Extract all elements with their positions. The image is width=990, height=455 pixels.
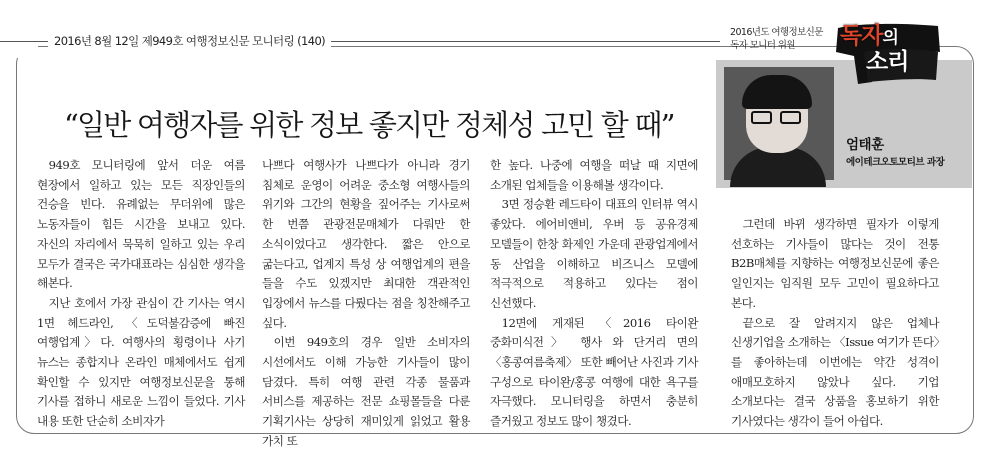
author-name: 엄태훈: [846, 137, 884, 153]
column-1: [37, 156, 245, 429]
paragraph: 3면 정승환 레드타이 대표의 인터뷰 역시 좋았다. 에어비앤비, 우버 등 공유경제 모델들이 한창 화제인 가운데 관광업계에서 동 산업을 이해하고 비즈니스 모델에 적극적으로 적용하고 있다는 점이 신선했다.: [490, 197, 698, 310]
author-photo: [724, 67, 834, 180]
reader-profile-box: [716, 22, 972, 188]
paragraph: 12면에 게재된 〈2016 타이완 중화미식전〉 행사 와 단거리 면의 〈홍콩여름축제〉 또한 빼어난 사진과 기사 구성으로 타이완/홍콩 여행에 대한 욕구를 자극했다. 모니터링을 하면서 충분히 즐거웠고 정보도 많이 챙겼다.: [490, 315, 698, 429]
paragraph: 그런데 바뀌 생각하면 필자가 이렇게 선호하는 기사들이 많다는 것이 전통 B2B매체를 지향하는 여행정보신문에 좋은 일인지는 임직원 모두 고민이 필요하다고 본다.: [731, 217, 939, 310]
monitor-label: 2016년도 여행정보신문 독자 모니터 위원: [730, 27, 823, 51]
column-2: [262, 156, 470, 448]
column-3: [490, 156, 698, 429]
paragraph: 한 높다. 나중에 여행을 떠날 때 지면에 소개된 업체들을 이용해볼 생각이다.: [490, 158, 698, 192]
paragraph: 끝으로 잘 알려지지 않은 업체나 신생기업을 소개하는 〈Issue 여기가 뜬다〉를 좋아하는데 이번에는 약간 성격이 애매모호하지 않았나 싶다. 기업 소개보다는 결국 상품을 홍보하기 위한 기사였다는 생각이 들어 아쉽다.: [731, 315, 939, 429]
author-title: 에이테크오토모티브 과장: [846, 157, 945, 168]
paragraph: 지난 호에서 가장 관심이 간 기사는 역시 1면 헤드라인, 〈도덕불감증에 빠진 여행업계〉다. 여행사의 횡령이나 사기 뉴스는 종합지나 온라인 매체에서도 쉽게 확인할 수 있지만 여행정보신문을 통해 기사를 접하니 새로운 느낌이 들었다. 기사 내용 또한 단순히 소비자가: [37, 295, 245, 429]
readers-voice-logo: 독자의 소리: [834, 22, 942, 84]
issue-label: 2016년 8월 12일 제949호 여행정보신문 모니터링 (140): [48, 33, 331, 49]
headline: “일반 여행자를 위한 정보 좋지만 정체성 고민 할 때”: [64, 108, 674, 143]
paragraph: 이번 949호의 경우 일반 소비자의 시선에서도 이해 가능한 기사들이 많이 담겼다. 특히 여행 관련 각종 물품과 서비스를 제공하는 전문 쇼핑몰들을 다룬 기획기사는 상당히 재미있게 읽었고 활용 가치 또: [262, 335, 470, 448]
paragraph: 나쁘다 여행사가 나쁘다가 아니라 경기 침체로 운영이 어려운 중소형 여행사들의 위기와 그간의 현황을 짚어주는 기사로써 한 번쯤 관광전문매체가 다뤄만 한 소식이었다고 생각한다. 짧은 안으로 굶는다고, 업계지 특성 상 여행업계의 편을 들을 수도 있겠지만 최대한 객관적인 입장에서 뉴스를 다뤘다는 점을 칭찬해주고 싶다.: [262, 158, 470, 330]
column-4: [731, 215, 939, 429]
paragraph: 949호 모니터링에 앞서 더운 여름 현장에서 일하고 있는 모든 직장인들의 건승을 빈다. 유례없는 무더위에 많은 노동자들이 힘든 시간을 보내고 있다. 자신의 자리에서 묵묵히 일하고 있는 우리 모두가 결국은 국가대표라는 심심한 생각을 해본다.: [37, 158, 245, 291]
